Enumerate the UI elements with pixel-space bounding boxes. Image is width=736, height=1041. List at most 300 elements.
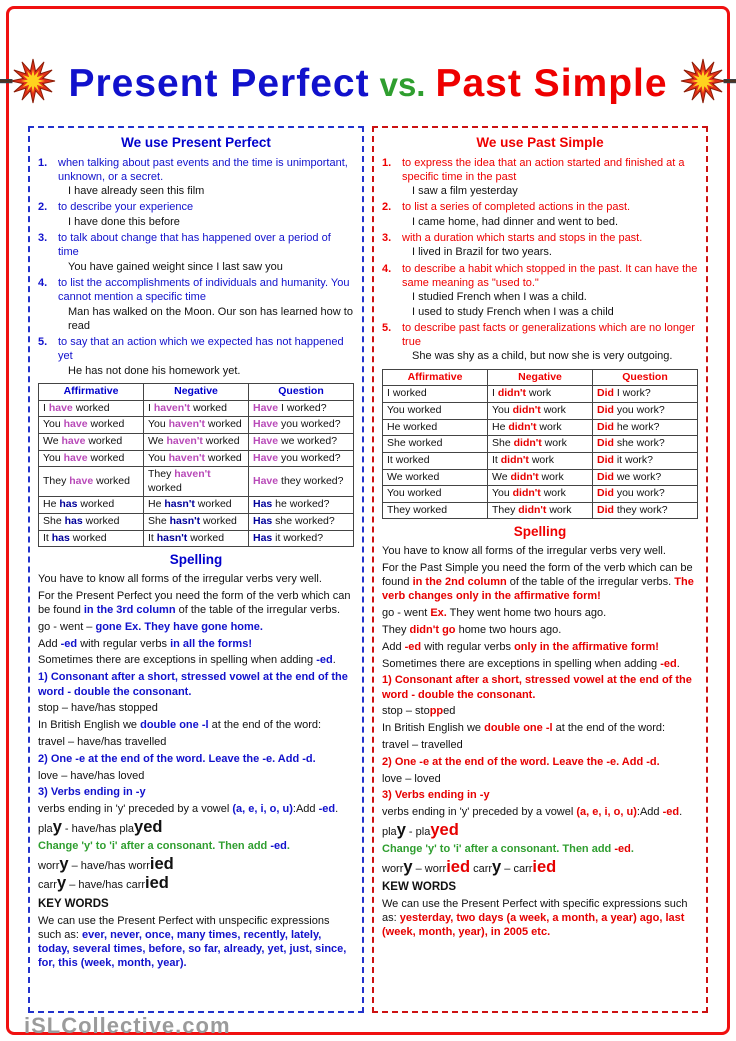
table-cell (39, 514, 144, 531)
text-segment: didn't go (409, 624, 456, 636)
text-segment: add (591, 842, 612, 855)
text-segment: travel – have/has travelled (38, 735, 167, 748)
text-segment: haven't (166, 434, 203, 447)
text-segment: yed (430, 821, 459, 840)
text-segment: 2) One -e at the end of the word. Leave the -e. Add -d. (38, 752, 316, 765)
use-rule: to say that an action which we expected has not happened yet (58, 336, 344, 363)
use-rule: with a duration which starts and stops in the past. (402, 232, 643, 245)
text-segment: stop – sto (382, 705, 430, 718)
text-segment: she work? (613, 437, 665, 450)
table-cell (488, 402, 593, 419)
spelling-section (382, 544, 698, 876)
text-segment: -ed (662, 806, 680, 819)
text-segment: You (148, 418, 169, 431)
text-segment: y (56, 874, 67, 893)
text-segment: y (492, 857, 502, 876)
use-item (382, 262, 698, 319)
table-header-row (383, 369, 698, 386)
table-row (39, 433, 354, 450)
text-segment: hasn't (156, 531, 188, 544)
use-number: 4. (382, 262, 392, 275)
text-segment: didn't (510, 470, 539, 483)
text-segment: I worked? (278, 401, 327, 414)
text-segment: y (403, 857, 413, 876)
spelling-line (382, 544, 698, 558)
use-rule: to describe your experience (58, 201, 194, 214)
use-item (38, 276, 354, 333)
text-segment: Did (597, 420, 614, 433)
text-segment: They (148, 468, 175, 481)
spelling-line (38, 670, 354, 699)
table-cell (144, 497, 249, 514)
text-segment: ever, never, once, many times, recently, lately, today, several times, before, so far, already, yet, just, since, for, this (week, month, year). (38, 928, 347, 970)
table-cell (488, 452, 593, 469)
text-segment: has (51, 531, 70, 544)
text-segment: Has (253, 515, 273, 528)
table-cell (39, 530, 144, 547)
table-row (383, 486, 698, 503)
text-segment: - have/has pla (61, 822, 135, 835)
text-segment: 3) Verbs ending in -y (382, 789, 490, 802)
table-cell (39, 467, 144, 497)
use-example: I have done this before (68, 215, 180, 228)
table-header: Affirmative (383, 369, 488, 386)
text-segment: ied (149, 854, 174, 873)
text-segment: worr (382, 862, 404, 875)
text-segment: go - went (382, 607, 431, 620)
spelling-line (38, 819, 354, 836)
use-body (402, 231, 698, 260)
table-row (383, 419, 698, 436)
text-segment: worked (69, 531, 107, 544)
text-segment: Ex. (430, 607, 447, 620)
text-segment: Has (253, 498, 273, 511)
title-present-perfect: Present Perfect (68, 62, 370, 105)
text-segment: you worked? (278, 418, 341, 431)
table-cell (249, 497, 354, 514)
text-segment: you work? (613, 487, 665, 500)
spelling-section (38, 572, 354, 893)
table-row (39, 497, 354, 514)
soldier-cartoon-svg (672, 53, 736, 115)
text-segment: (a, e, i, o, u) (232, 803, 293, 816)
soldier-figure (0, 65, 12, 105)
text-segment: ied (446, 857, 471, 876)
use-rule: to describe past facts or generalizations which are no longer true (402, 321, 695, 349)
text-segment: For the Past Simple you need the form of the verb which can be found (382, 561, 693, 589)
text-segment: . (335, 803, 339, 816)
text-segment: she worked? (272, 515, 335, 528)
table-cell (144, 417, 249, 434)
text-segment: worked (93, 475, 130, 488)
table-cell (488, 386, 593, 403)
text-segment: work (528, 453, 555, 466)
text-segment: Did (597, 403, 614, 416)
text-segment: 1) Consonant after a short, stressed vowel at the end of the word - double the consonant. (38, 671, 348, 698)
text-segment: worked (194, 498, 232, 511)
spelling-line (382, 788, 698, 802)
text-segment: didn't (513, 437, 542, 450)
text-segment: home two hours ago. (455, 624, 562, 636)
text-segment: They went home two hours ago. (446, 607, 607, 620)
text-segment: have (61, 434, 86, 447)
spelling-line (38, 653, 354, 667)
keywords-section (38, 914, 354, 971)
table-cell (249, 450, 354, 467)
keywords-line (382, 897, 698, 940)
soldier-figure (724, 65, 736, 105)
table-cell (383, 386, 488, 403)
spelling-line (38, 752, 354, 766)
spelling-line (382, 673, 698, 702)
table-cell (488, 469, 593, 486)
spelling-line (382, 704, 698, 718)
text-segment: You (492, 487, 513, 500)
text-segment: of the table of the irregular verbs. (175, 604, 341, 617)
text-segment: I (43, 401, 49, 414)
spelling-heading: Spelling (513, 524, 567, 540)
table-cell (593, 419, 698, 436)
text-segment: 1) Consonant after a short, stressed vowel at the end of the word - double the consonant. (382, 674, 692, 701)
text-segment: didn't (500, 453, 529, 466)
text-segment: didn't (512, 403, 541, 416)
use-example: You have gained weight since I last saw you (68, 260, 283, 273)
table-cell (488, 486, 593, 503)
text-segment: you work? (613, 403, 665, 416)
text-segment: stop – have/has stopped (38, 702, 158, 715)
use-item (382, 231, 698, 260)
text-segment: worked (82, 515, 120, 528)
text-segment: love – have/has loved (38, 769, 145, 782)
table-cell (383, 452, 488, 469)
text-segment: – carr (501, 862, 533, 875)
use-item (382, 200, 698, 229)
text-segment: work (540, 487, 566, 500)
text-segment: They worked (387, 503, 448, 516)
text-segment: ed (443, 705, 456, 718)
text-segment: He (492, 420, 509, 433)
text-segment: Did (597, 387, 614, 400)
text-segment: haven't (153, 401, 191, 414)
table-row (383, 469, 698, 486)
table-cell (144, 530, 249, 547)
text-segment: worked (200, 515, 237, 528)
table-row (383, 502, 698, 519)
spelling-line (38, 856, 354, 873)
spelling-line (382, 561, 698, 604)
text-segment: -ed (614, 842, 631, 855)
text-segment: has (59, 498, 78, 511)
use-number: 5. (38, 336, 48, 349)
text-segment: we worked? (278, 434, 338, 447)
spelling-line (382, 738, 698, 752)
text-segment: Did (597, 503, 614, 516)
use-example: I came home, had dinner and went to bed. (412, 215, 619, 228)
use-example: I lived in Brazil for two years. (412, 246, 552, 259)
table-cell (39, 417, 144, 434)
text-segment: Has (253, 531, 273, 544)
text-segment: She (148, 515, 170, 528)
text-segment: worked (204, 451, 242, 464)
text-segment: :Add (636, 806, 663, 819)
spelling-line (38, 735, 354, 749)
spelling-line (38, 785, 354, 799)
use-body (58, 335, 354, 378)
text-segment: Did (597, 487, 614, 500)
use-example: She was shy as a child, but now she is very outgoing. (412, 350, 673, 363)
text-segment: work (546, 503, 572, 516)
use-item (382, 321, 698, 364)
text-segment: work (540, 403, 566, 416)
spelling-line (38, 718, 354, 732)
conjugation-table (38, 383, 354, 547)
text-segment: -ed (318, 803, 336, 816)
text-segment: with regular verbs (77, 637, 171, 650)
text-segment: Sometimes there are exceptions in spelling when adding (382, 657, 661, 670)
text-segment: y (396, 821, 406, 840)
table-cell (383, 502, 488, 519)
text-segment: yesterday, two days (a week, a month, a year) ago, last (week, month, year), in 2005 etc. (382, 912, 685, 939)
table-cell (144, 450, 249, 467)
use-rule: to describe a habit which stopped in the past. It can have the same meaning as "used to." (402, 262, 698, 289)
text-segment: Add (38, 637, 61, 650)
table-header: Negative (144, 384, 249, 401)
text-segment: - pla (405, 826, 431, 839)
table-cell (249, 530, 354, 547)
keywords-line (38, 914, 354, 971)
title-vs: vs. (379, 66, 426, 103)
text-segment: have (48, 401, 73, 414)
text-segment: We can use the Present Perfect with unspecific expressions such as: (38, 914, 330, 941)
spelling-line (38, 875, 354, 892)
table-cell (249, 417, 354, 434)
text-segment: -ed (660, 657, 677, 670)
use-rule: to list the accomplishments of individuals and humanity. You cannot mention a specific time (58, 276, 350, 304)
soldier-explosion-cartoon-left (0, 53, 64, 115)
table-header: Affirmative (39, 384, 144, 401)
text-segment: She worked (387, 437, 443, 450)
keywords-section (382, 897, 698, 940)
text-segment: In British English we (382, 722, 485, 735)
text-segment: You have to know all forms of the irregular verbs very well. (382, 545, 666, 558)
spelling-line (382, 606, 698, 620)
table-cell (488, 419, 593, 436)
text-segment: add (247, 839, 268, 852)
text-segment: worr (38, 859, 60, 872)
uses-list (382, 156, 698, 364)
text-segment: pla (38, 822, 53, 835)
table-row (39, 400, 354, 417)
spelling-line (382, 721, 698, 735)
text-segment: worked (87, 451, 125, 464)
text-segment: have (63, 418, 88, 431)
spelling-line (382, 623, 698, 637)
text-segment: didn't (512, 487, 541, 500)
text-segment: It worked (387, 453, 430, 466)
table-cell (249, 433, 354, 450)
table-row (383, 386, 698, 403)
text-segment: You have to know all forms of the irregular verbs very well. (38, 572, 322, 585)
table-cell (593, 486, 698, 503)
text-segment: They (382, 624, 410, 636)
text-segment: carr (38, 879, 57, 892)
text-segment: ied (532, 857, 557, 876)
table-cell (593, 452, 698, 469)
text-segment: worked (148, 481, 182, 494)
text-segment: We (43, 434, 62, 447)
text-segment: with regular verbs (421, 640, 515, 653)
table-header: Question (593, 369, 698, 386)
text-segment: hasn't (169, 515, 201, 528)
use-item (38, 200, 354, 229)
text-segment: You worked (387, 487, 442, 500)
text-segment: -ed (404, 640, 422, 653)
text-segment: haven't (174, 468, 211, 481)
use-number: 1. (382, 156, 392, 169)
text-segment: Have (253, 418, 279, 431)
table-cell (383, 486, 488, 503)
text-segment: double one -l (484, 722, 553, 735)
title (16, 48, 720, 120)
use-number: 4. (38, 276, 48, 289)
use-body (402, 200, 698, 229)
text-segment: haven't (168, 418, 205, 431)
text-segment: worked (85, 434, 123, 447)
text-segment: they worked? (278, 475, 344, 488)
text-segment: love – loved (382, 772, 441, 785)
spelling-heading: Spelling (169, 552, 223, 568)
use-body (58, 156, 354, 199)
spelling-line (38, 839, 354, 853)
text-segment: it worked? (272, 531, 324, 544)
text-segment: Have (253, 451, 279, 464)
text-segment: . (679, 806, 683, 819)
table-cell (39, 497, 144, 514)
text-segment: 2) One -e at the end of the word. Leave the -e. Add -d. (382, 755, 660, 768)
text-segment: haven't (168, 451, 205, 464)
text-segment: verbs ending in 'y' preceded by a vowel (382, 806, 577, 819)
text-segment: – have/has worr (68, 859, 150, 872)
text-segment: We (148, 434, 167, 447)
islcollective-watermark: iSLCollective.com (24, 1013, 231, 1038)
text-segment: worked (202, 434, 240, 447)
text-segment: didn't (497, 387, 526, 400)
text-segment: yed (134, 817, 163, 836)
spelling-line (382, 657, 698, 671)
text-segment: have (69, 475, 94, 488)
use-rule: when talking about past events and the time is unimportant, unknown, or a secret. (58, 156, 348, 183)
use-item (38, 156, 354, 199)
use-number: 3. (38, 232, 48, 245)
text-segment: For the Present Perfect you need the form of the verb which can be found (38, 589, 351, 617)
table-cell (488, 502, 593, 519)
table-cell (383, 419, 488, 436)
text-segment: Have (253, 401, 279, 414)
table-row (39, 530, 354, 547)
title-past-simple: Past Simple (435, 62, 668, 105)
use-body (402, 262, 698, 319)
text-segment: 3) Verbs ending in -y (38, 786, 146, 799)
text-segment: -ed (316, 654, 333, 667)
table-cell (39, 450, 144, 467)
text-segment: pla (382, 826, 397, 839)
text-segment: y (59, 854, 69, 873)
text-segment: You (43, 418, 64, 431)
use-number: 1. (38, 156, 48, 169)
text-segment: they work? (613, 503, 668, 516)
table-cell (593, 469, 698, 486)
spelling-line (38, 589, 354, 618)
text-segment: you worked? (278, 451, 341, 464)
text-segment: – have/has carr (66, 879, 146, 892)
text-segment: in the 3rd column (83, 604, 176, 617)
table-row (39, 467, 354, 497)
text-segment: of the table of the irregular verbs. (506, 576, 675, 589)
text-segment: -ed (60, 637, 78, 650)
text-segment: at the end of the word: (208, 719, 322, 732)
spelling-line (38, 802, 354, 816)
text-segment: They (43, 475, 70, 488)
text-segment: have (63, 451, 88, 464)
present-perfect-column (28, 126, 364, 1013)
use-item (38, 335, 354, 378)
columns-container (28, 126, 708, 1013)
text-segment: Have (253, 475, 279, 488)
use-body (58, 200, 354, 229)
table-cell (144, 467, 249, 497)
use-body (58, 231, 354, 274)
text-segment: I work? (613, 387, 651, 400)
table-cell (593, 502, 698, 519)
use-number: 3. (382, 232, 392, 245)
use-body (402, 321, 698, 364)
column-heading: We use Past Simple (476, 135, 604, 150)
conjugation-table (382, 369, 698, 520)
use-example: I have already seen this film (68, 185, 205, 198)
spelling-line (38, 620, 354, 634)
text-segment: worked (72, 401, 110, 414)
text-segment: You (43, 451, 64, 464)
text-segment: it work? (613, 453, 654, 466)
spelling-line (38, 701, 354, 715)
text-segment: verbs ending in 'y' preceded by a vowel (38, 803, 233, 816)
use-item (38, 231, 354, 274)
text-segment: He (43, 498, 60, 511)
use-number: 2. (382, 201, 392, 214)
text-segment: I worked (387, 387, 427, 400)
text-segment: work (538, 470, 564, 483)
table-header: Question (249, 384, 354, 401)
text-segment: didn't (518, 503, 547, 516)
text-segment: double one -l (140, 719, 209, 732)
text-segment: Did (597, 437, 614, 450)
text-segment: Sometimes there are exceptions in spelling when adding (38, 654, 317, 667)
spelling-line (38, 637, 354, 651)
table-cell (39, 400, 144, 417)
use-number: 2. (38, 201, 48, 214)
text-segment: It (492, 453, 501, 466)
text-segment: Have (253, 434, 279, 447)
text-segment: Change 'y' to 'i' after a consonant. Then (38, 839, 248, 852)
use-rule: to list a series of completed actions in the past. (402, 201, 631, 214)
text-segment: go - went – (38, 620, 96, 633)
table-cell (39, 433, 144, 450)
text-segment: You (148, 451, 169, 464)
text-segment: worked (77, 498, 115, 511)
text-segment: . (332, 654, 336, 667)
table-row (383, 436, 698, 453)
table-cell (144, 400, 249, 417)
